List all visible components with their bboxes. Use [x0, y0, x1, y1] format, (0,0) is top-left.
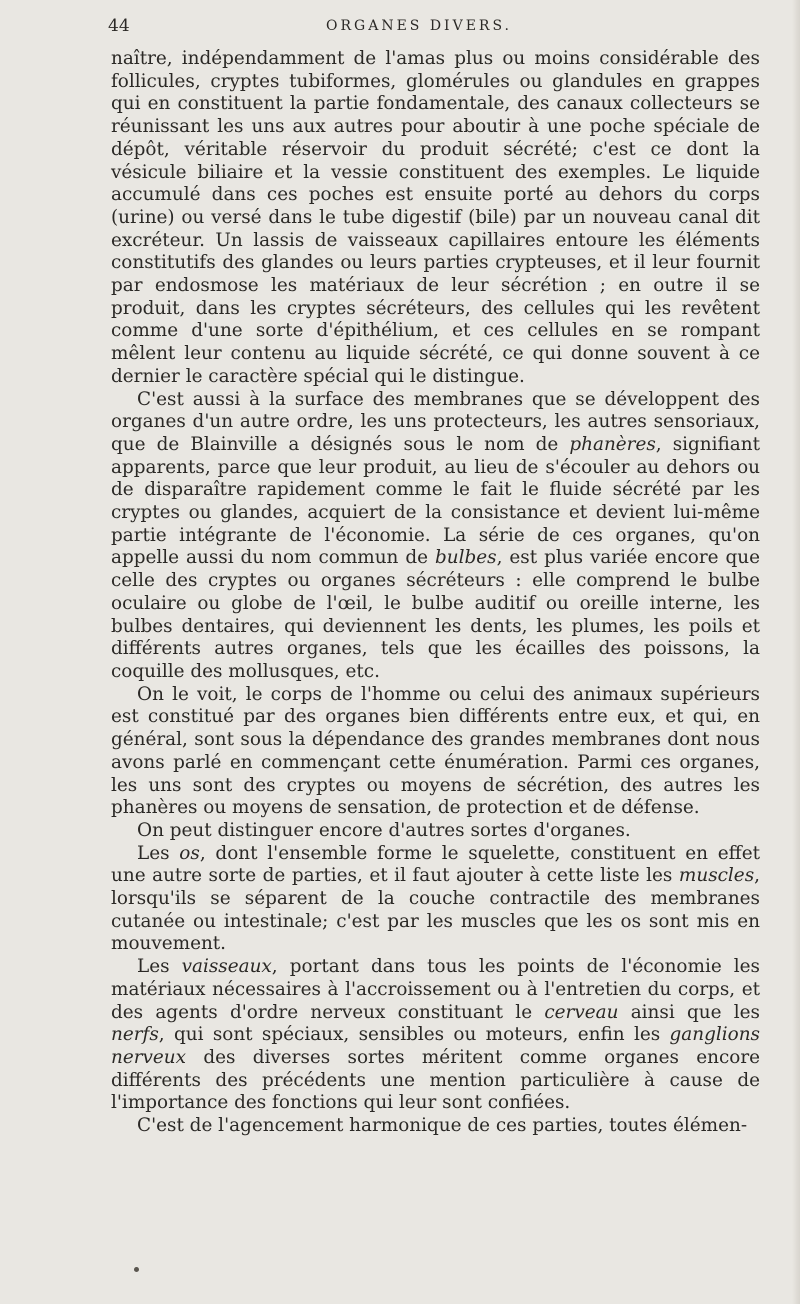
italic-term: ganglions nerveux — [111, 1024, 760, 1068]
running-title: ORGANES DIVERS. — [326, 18, 512, 34]
text-run: ainsi que les — [618, 1001, 760, 1023]
text-run: naître, indépendamment de l'amas plus ou moins considérable des follicules, cryptes tubiformes, glomérules ou glandules en grappes qui en constituent la partie fondamentale, des canaux collecteurs se réunissant les uns aux autres pour aboutir à une poche spéciale de dépôt, véritable réservoir du produit sécrété; c'est ce dont la vésicule biliaire et la vessie constituent des exemples. Le liquide accumulé dans ces poches est ensuite porté au dehors du corps (urine) ou versé dans le tube digestif (bile) par un nouveau canal dit excréteur. Un lassis de vaisseaux capillaires entoure les éléments constitutifs des glandes ou leurs parties crypteuses, et il leur fournit par endosmose les matériaux de leur sécrétion ; en outre il se produit, dans les cryptes sécréteurs, des cellules qui les revêtent comme d'une sorte d'épithélium, et ces cellules en se rompant mêlent leur contenu au liquide sécrété, ce qui donne souvent à ce dernier le caractère spécial qui le distingue. — [111, 48, 760, 387]
italic-term: vaisseaux — [181, 956, 272, 978]
page-header — [108, 14, 760, 40]
page-edge-shadow — [792, 0, 800, 1304]
italic-term: os — [179, 842, 200, 864]
text-run: On le voit, le corps de l'homme ou celui des animaux supérieurs est constitué par des organes bien différents entre eux, et qui, en général, sont sous la dépendance des grandes membranes dont nous avons parlé en commençant cette énumération. Parmi ces organes, les uns sont des cryptes ou moyens de sécrétion, des autres les phanères ou moyens de sensation, de protection et de défense. — [111, 683, 760, 819]
italic-term: muscles — [678, 865, 755, 887]
page-number: 44 — [108, 16, 130, 36]
paragraph — [111, 956, 760, 1115]
paragraph — [111, 820, 760, 843]
paragraph — [111, 48, 760, 389]
text-run: des diverses sortes méritent comme organes encore différents des précédents une mention particulière à cause de l'importance des fonctions qui leur sont confiées. — [111, 1046, 760, 1114]
ink-dot — [134, 1267, 139, 1272]
text-run: , signifiant apparents, parce que leur produit, au lieu de s'écouler au dehors ou de disparaître rapidement comme le fait le fluide sécrété par les cryptes ou glandes, acquiert de la consistance et devient lui-même partie intégrante de l'économie. La série de ces organes, qu'on appelle aussi du nom commun de — [111, 433, 760, 569]
text-run: , est plus variée encore que celle des cryptes ou organes sécréteurs : elle comprend le bulbe oculaire ou globe de l'œil, le bulbe auditif ou oreille interne, les bulbes dentaires, qui deviennent les dents, les plumes, les poils et différents autres organes, tels que les écailles des poissons, la coquille des mollusques, etc. — [111, 547, 761, 682]
text-run: , dont l'ensemble forme le squelette, constituent en effet une autre sorte de parties, et il faut ajouter à cette liste les — [111, 842, 760, 887]
text-run: , lorsqu'ils se séparent de la couche contractile des membranes cutanée ou intestinale; c'est par les muscles que les os sont mis en mouvement. — [111, 865, 760, 955]
italic-term: bulbes — [435, 547, 497, 569]
paragraph — [111, 684, 760, 820]
text-run: Les — [137, 842, 180, 864]
italic-term: nerfs — [111, 1024, 159, 1046]
paragraph — [111, 389, 760, 684]
body-text — [111, 48, 760, 1138]
paragraph — [111, 843, 760, 957]
text-run: On peut distinguer encore d'autres sortes d'organes. — [137, 819, 631, 841]
italic-term: phanères — [569, 433, 656, 455]
text-run: , qui sont spéciaux, sensibles ou moteurs, enfin les — [158, 1024, 670, 1046]
text-run: , portant dans tous les points de l'économie les matériaux nécessaires à l'accroissement ou à l'entretien du corps, et des agents d'ordre nerveux constituant le — [111, 956, 760, 1023]
text-run: C'est de l'agencement harmonique de ces parties, toutes élémen- — [137, 1115, 748, 1137]
text-run: C'est aussi à la surface des membranes que se développent des organes d'un autre ordre, les uns protecteurs, les autres sensoriaux, que de Blainville a désignés sous le nom de — [111, 388, 760, 455]
italic-term: cerveau — [544, 1001, 619, 1023]
text-run: Les — [137, 956, 182, 978]
paragraph — [111, 1115, 760, 1138]
